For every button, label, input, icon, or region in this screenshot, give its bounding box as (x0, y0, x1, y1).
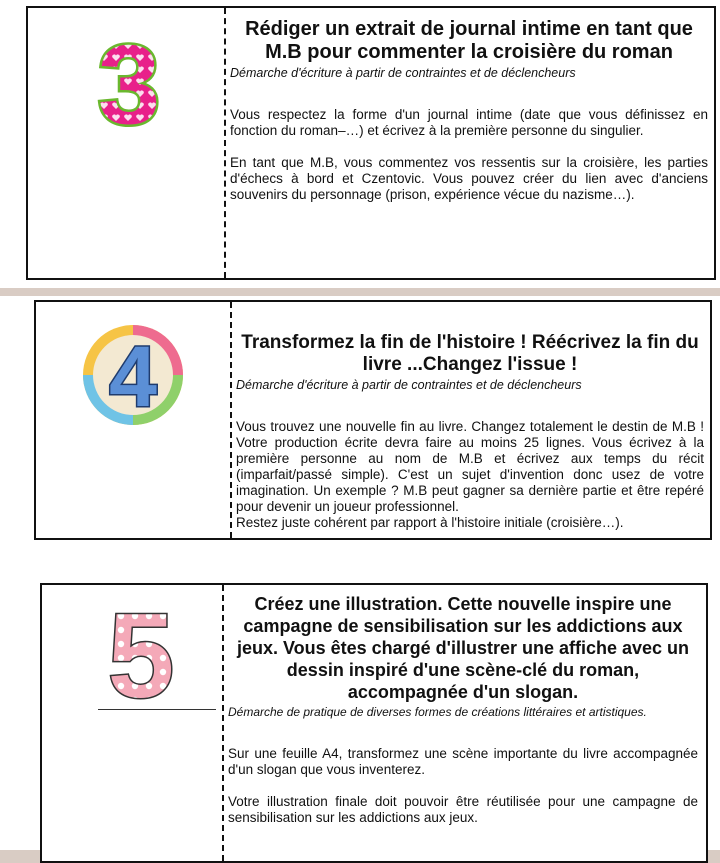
number-column (28, 8, 224, 278)
number-5-icon (86, 595, 196, 711)
svg-text:3: 3 (97, 28, 161, 138)
card-title: Rédiger un extrait de journal intime en tant que M.B pour commenter la croisière du roman (245, 18, 693, 63)
activity-card-5 (40, 583, 708, 863)
card-paragraph: Sur une feuille A4, transformez une scène importante du livre accompagnée d'un slogan que vous inventerez. (228, 746, 698, 777)
card-content (228, 593, 698, 826)
number-column (42, 585, 224, 861)
svg-text:4: 4 (109, 329, 157, 425)
svg-text:5: 5 (107, 595, 175, 711)
card-content (236, 332, 704, 531)
dashed-divider (230, 302, 232, 538)
activity-card-3 (26, 6, 716, 280)
card-paragraph: En tant que M.B, vous commentez vos ressentis sur la croisière, les parties d'échecs à bord et Czentovic. Vous pouvez créer du lien avec d'anciens souvenirs du personnage (prison, expérience vécue du nazisme…). (230, 155, 708, 202)
number-3-icon (74, 28, 184, 138)
activity-card-4 (34, 300, 712, 540)
number-4-icon (80, 322, 186, 428)
number-column (36, 302, 232, 538)
card-content (230, 18, 708, 203)
card-title: Transformez la fin de l'histoire ! Réécrivez la fin du livre ...Changez l'issue ! (241, 332, 699, 375)
card-paragraph: Votre illustration finale doit pouvoir être réutilisée pour une campagne de sensibilisation sur les addictions aux jeux. (228, 794, 698, 825)
card-subtitle: Démarche de pratique de diverses formes de créations littéraires et artistiques. (228, 705, 647, 719)
card-subtitle: Démarche d'écriture à partir de contraintes et de déclencheurs (236, 378, 582, 392)
card-paragraph: Vous respectez la forme d'un journal intime (date que vous définissez en fonction du roman–…) et écrivez à la première personne du singulier. (230, 107, 708, 138)
card-title: Créez une illustration. Cette nouvelle inspire une campagne de sensibilisation sur les addictions aux jeux. Vous êtes chargé d'illustrer une affiche avec un dessin inspiré d'une scène-clé du roman, accompagnée d'un slogan. (236, 594, 690, 702)
card-subtitle: Démarche d'écriture à partir de contraintes et de déclencheurs (230, 66, 576, 80)
card-paragraph: Vous trouvez une nouvelle fin au livre. Changez totalement le destin de M.B ! Votre production écrite devra faire au moins 25 lignes. Vous écrivez à la première personne au nom de M.B et écrivez aux temps du récit (imparfait/passé simple). C'est un sujet d'invention donc usez de votre imagination. Un exemple ? M.B peut gagner sa dernière partie et être repéré pour devenir un joueur professionnel. (236, 419, 704, 514)
dashed-divider (222, 585, 224, 861)
card-paragraph: Restez juste cohérent par rapport à l'histoire initiale (croisière…). (236, 515, 624, 530)
baseline-line (98, 709, 216, 710)
dashed-divider (224, 8, 226, 278)
